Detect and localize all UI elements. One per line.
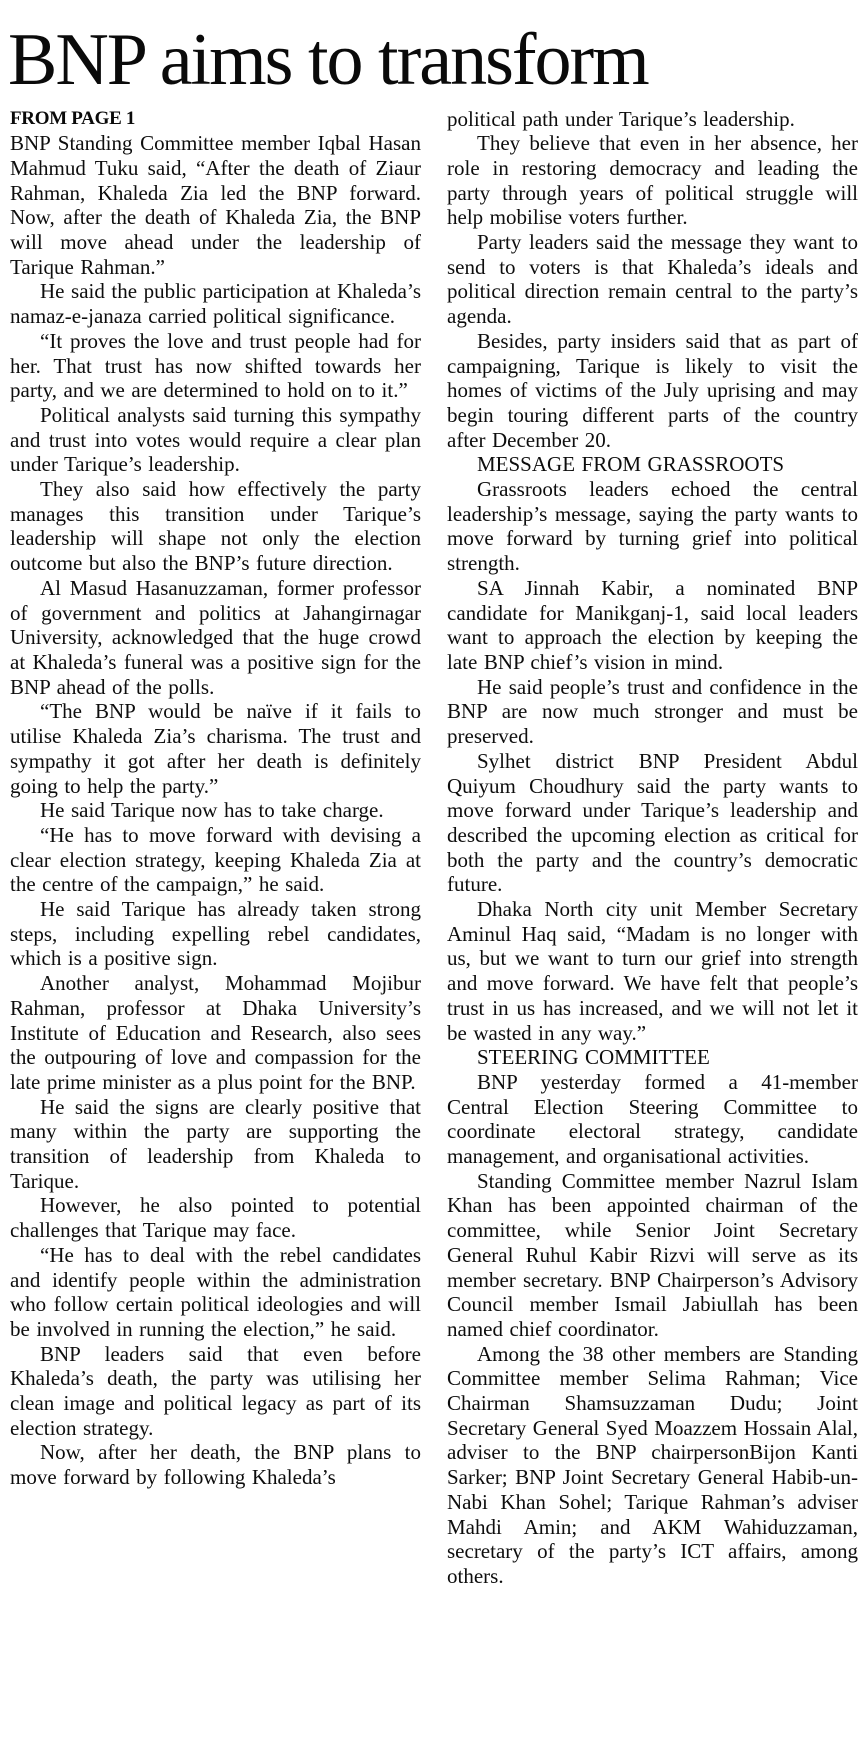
- article-paragraph: However, he also pointed to potential challenges that Tarique may face.: [10, 1193, 421, 1243]
- article-paragraph: Now, after her death, the BNP plans to move forward by following Khaleda’s: [10, 1440, 421, 1490]
- article-paragraph: “He has to move forward with devising a clear election strategy, keeping Khaleda Zia at the centre of the campaign,” he said.: [10, 822, 421, 897]
- article-paragraph: political path under Tarique’s leadership.: [447, 106, 795, 131]
- from-page-kicker: FROM PAGE 1: [10, 107, 136, 129]
- article-paragraph: “The BNP would be naïve if it fails to utilise Khaleda Zia’s charisma. The trust and sympathy it got after her death is definitely going to help the party.”: [10, 699, 421, 798]
- article-paragraph: Grassroots leaders echoed the central leadership’s message, saying the party wants to move forward by turning grief into political strength.: [447, 477, 858, 576]
- article-paragraph: Sylhet district BNP President Abdul Quiyum Choudhury said the party wants to move forward under Tarique’s leadership and described the upcoming election as critical for both the party and the country’s democratic future.: [447, 748, 858, 897]
- section-subhead: STEERING COMMITTEE: [477, 1045, 710, 1070]
- article-paragraph: He said Tarique now has to take charge.: [40, 798, 384, 823]
- article-paragraph: Besides, party insiders said that as part of campaigning, Tarique is likely to visit the homes of victims of the July uprising and may begin touring different parts of the country after December 20.: [447, 328, 858, 452]
- article-columns: [0, 107, 868, 1589]
- section-subhead: MESSAGE FROM GRASSROOTS: [477, 452, 785, 477]
- column-left-paragraphs: [10, 131, 421, 1490]
- article-paragraph: “He has to deal with the rebel candidates and identify people within the administration who follow certain political ideologies and will be involved in running the election,” he said.: [10, 1242, 421, 1341]
- article-paragraph: Al Masud Hasanuzzaman, former professor of government and politics at Jahangirnagar University, acknowledged that the huge crowd at Khaleda’s funeral was a positive sign for the BNP ahead of the polls.: [10, 575, 421, 699]
- article-paragraph: Party leaders said the message they want to send to voters is that Khaleda’s ideals and political direction remain central to the party’s agenda.: [447, 230, 858, 329]
- article-paragraph: Another analyst, Mohammad Mojibur Rahman, professor at Dhaka University’s Institute of Education and Research, also sees the outpouring of love and compassion for the late prime minister as a plus point for the BNP.: [10, 971, 421, 1094]
- article-paragraph: He said the signs are clearly positive that many within the party are supporting the transition of leadership from Khaleda to Tarique.: [10, 1094, 421, 1193]
- article-paragraph: BNP leaders said that even before Khaleda’s death, the party was utilising her clean image and political legacy as part of its election strategy.: [10, 1341, 421, 1440]
- article-headline: BNP aims to transform: [8, 19, 648, 101]
- article-paragraph: Political analysts said turning this sympathy and trust into votes would require a clear plan under Tarique’s leadership.: [10, 402, 421, 477]
- article-paragraph: He said the public participation at Khaleda’s namaz-e-janaza carried political significance.: [10, 279, 421, 329]
- article-paragraph: Among the 38 other members are Standing Committee member Selima Rahman; Vice Chairman Shamsuzzaman Dudu; Joint Secretary General Syed Moazzem Hossain Alal, adviser to the BNP chairpersonBijon Kanti Sarker; BNP Joint Secretary General Habib-un-Nabi Khan Sohel; Tarique Rahman’s adviser Mahdi Amin; and AKM Wahiduzzaman, secretary of the party’s ICT affairs, among others.: [447, 1341, 858, 1588]
- article-paragraph: They also said how effectively the party manages this transition under Tarique’s leadership will shape not only the election outcome but also the BNP’s future direction.: [10, 477, 421, 576]
- article-paragraph: They believe that even in her absence, her role in restoring democracy and leading the party through years of political struggle will help mobilise voters further.: [447, 131, 858, 230]
- article-paragraph: Standing Committee member Nazrul Islam Khan has been appointed chairman of the committee, while Senior Joint Secretary General Ruhul Kabir Rizvi will serve as its member secretary. BNP Chairperson’s Advisory Council member Ismail Jabiullah has been named chief coordinator.: [447, 1168, 858, 1341]
- article-paragraph: He said Tarique has already taken strong steps, including expelling rebel candidates, which is a positive sign.: [10, 897, 421, 971]
- column-right: [447, 107, 858, 1589]
- column-right-paragraphs: [447, 107, 858, 1589]
- column-left: [10, 107, 421, 1589]
- article-paragraph: He said people’s trust and confidence in the BNP are now much stronger and must be preserved.: [447, 674, 858, 749]
- article-paragraph: BNP yesterday formed a 41-member Central Election Steering Committee to coordinate electoral strategy, candidate management, and organisational activities.: [447, 1069, 858, 1169]
- article-paragraph: “It proves the love and trust people had for her. That trust has now shifted towards her party, and we are determined to hold on to it.”: [10, 328, 421, 403]
- article-paragraph: BNP Standing Committee member Iqbal Hasan Mahmud Tuku said, “After the death of Ziaur Rahman, Khaleda Zia led the BNP forward. Now, after the death of Khaleda Zia, the BNP will move ahead under the leadership of Tarique Rahman.”: [10, 131, 421, 279]
- article-paragraph: Dhaka North city unit Member Secretary Aminul Haq said, “Madam is no longer with us, but we want to turn our grief into strength and move forward. We have felt that people’s trust in us has increased, and we will not let it be wasted in any way.”: [447, 897, 858, 1045]
- article-paragraph: SA Jinnah Kabir, a nominated BNP candidate for Manikganj-1, said local leaders want to approach the election by keeping the late BNP chief’s vision in mind.: [447, 575, 858, 674]
